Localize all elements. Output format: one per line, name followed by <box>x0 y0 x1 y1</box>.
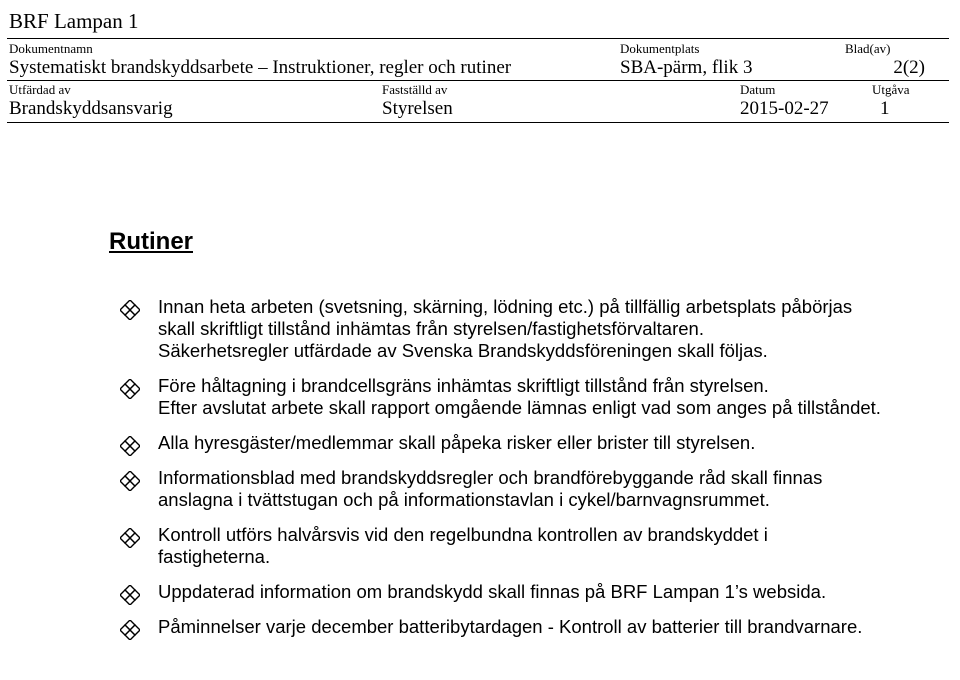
rule-text-line: Kontroll utförs halvårsvis vid den regelbundna kontrollen av brandskyddet i <box>158 524 768 545</box>
rule-item <box>0 524 960 568</box>
rule-text <box>158 432 953 454</box>
document-name-label: Dokumentnamn <box>9 41 93 56</box>
rule-item <box>0 375 960 419</box>
rule-text-line: skall skriftligt tillstånd inhämtas från styrelsen/fastighetsförvaltaren. <box>158 318 704 339</box>
rule-item <box>0 432 960 454</box>
rule-text <box>158 616 953 638</box>
issued-by-label: Utfärdad av <box>9 82 71 97</box>
rule-text-line: Efter avslutat arbete skall rapport omgående lämnas enligt vad som anges på tillståndet. <box>158 397 881 418</box>
rule-item <box>0 467 960 511</box>
header-divider-bottom <box>7 122 949 123</box>
section-heading: Rutiner <box>109 228 193 255</box>
rule-text-line: anslagna i tvättstugan och på informationstavlan i cykel/barnvagnsrummet. <box>158 489 770 510</box>
rule-text <box>158 467 953 511</box>
edition-label: Utgåva <box>872 82 910 97</box>
rule-text-line: Säkerhetsregler utfärdade av Svenska Brandskyddsföreningen skall följas. <box>158 340 768 361</box>
diamond-star-bullet-icon <box>120 300 140 320</box>
diamond-star-bullet-icon <box>120 620 140 640</box>
approved-by-label: Fastställd av <box>382 82 448 97</box>
approved-by: Styrelsen <box>382 98 453 119</box>
rule-item <box>0 581 960 603</box>
diamond-star-bullet-icon <box>120 436 140 456</box>
rule-text-line: Påminnelser varje december batteribytardagen - Kontroll av batterier till brandvarnare. <box>158 616 863 637</box>
rule-item <box>0 616 960 638</box>
rules-list <box>0 296 960 638</box>
header-divider-top <box>7 38 949 39</box>
rule-text <box>158 524 953 568</box>
diamond-star-bullet-icon <box>120 585 140 605</box>
page-count: 2(2) <box>893 57 925 78</box>
header-divider-middle <box>7 80 949 81</box>
document-title: BRF Lampan 1 <box>9 9 139 33</box>
rule-text <box>158 296 953 362</box>
diamond-star-bullet-icon <box>120 528 140 548</box>
rule-text-line: Alla hyresgäster/medlemmar skall påpeka risker eller brister till styrelsen. <box>158 432 756 453</box>
document-name: Systematiskt brandskyddsarbete – Instruktioner, regler och rutiner <box>9 57 512 78</box>
page-count-label: Blad(av) <box>845 41 891 56</box>
date-label: Datum <box>740 82 776 97</box>
header-row-document-info <box>0 38 960 82</box>
diamond-star-bullet-icon <box>120 379 140 399</box>
document-date: 2015-02-27 <box>740 98 829 119</box>
rule-text-line: Uppdaterad information om brandskydd skall finnas på BRF Lampan 1’s websida. <box>158 581 827 602</box>
diamond-star-bullet-icon <box>120 471 140 491</box>
document-location-label: Dokumentplats <box>620 41 700 56</box>
issued-by: Brandskyddsansvarig <box>9 98 173 119</box>
rule-text-line: Innan heta arbeten (svetsning, skärning, lödning etc.) på tillfällig arbetsplats påbörjas <box>158 296 853 317</box>
rule-text <box>158 375 953 419</box>
document-location: SBA-pärm, flik 3 <box>620 57 753 78</box>
rule-text <box>158 581 953 603</box>
edition-number: 1 <box>880 98 890 119</box>
rule-text-line: fastigheterna. <box>158 546 271 567</box>
rule-text-line: Före håltagning i brandcellsgräns inhämtas skriftligt tillstånd från styrelsen. <box>158 375 769 396</box>
rule-text-line: Informationsblad med brandskyddsregler och brandförebyggande råd skall finnas <box>158 467 823 488</box>
rule-item <box>0 296 960 362</box>
header-row-approval-info <box>0 80 960 124</box>
